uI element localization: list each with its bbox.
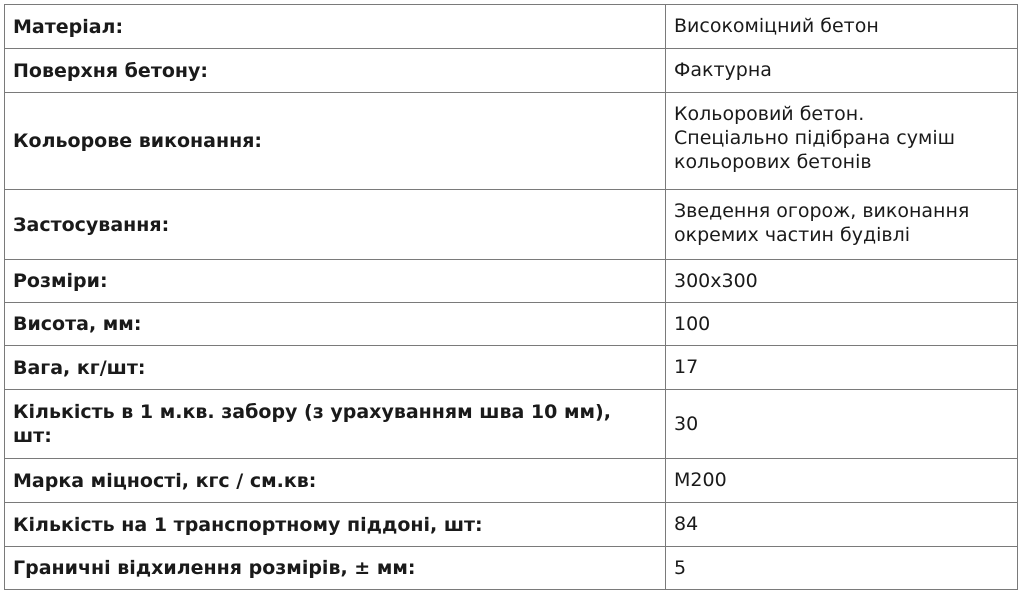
spec-value-pallet-quantity: 84: [666, 503, 1018, 547]
table-row: [5, 303, 1018, 346]
spec-label-tolerance: Граничні відхилення розмірів, ± мм:: [5, 547, 666, 590]
spec-label-application: Застосування:: [5, 190, 666, 260]
table-row: [5, 93, 1018, 190]
spec-label-surface: Поверхня бетону:: [5, 49, 666, 93]
spec-value-height: 100: [666, 303, 1018, 346]
spec-value-surface: Фактурна: [666, 49, 1018, 93]
spec-value-strength-grade: М200: [666, 459, 1018, 503]
spec-label-quantity-per-sqm-line: Кількість в 1 м.кв. забору (з урахуванням шва 10 мм),: [13, 401, 611, 423]
specifications-table: [4, 4, 1018, 590]
spec-label-quantity-per-sqm-line: шт:: [13, 425, 52, 447]
table-row: [5, 260, 1018, 303]
spec-value-application-line: окремих частин будівлі: [674, 224, 911, 246]
spec-label-quantity-per-sqm: [5, 390, 666, 459]
spec-value-color-line: Спеціально підібрана суміш: [674, 127, 955, 149]
spec-value-color-line: Кольоровий бетон.: [674, 103, 865, 125]
spec-value-material: Високоміцний бетон: [666, 5, 1018, 49]
table-row: [5, 49, 1018, 93]
table-row: [5, 503, 1018, 547]
spec-value-dimensions: 300x300: [666, 260, 1018, 303]
table-row: [5, 190, 1018, 260]
table-row: [5, 547, 1018, 590]
spec-value-tolerance: 5: [666, 547, 1018, 590]
spec-value-color-line: кольорових бетонів: [674, 151, 872, 173]
spec-label-weight: Вага, кг/шт:: [5, 346, 666, 390]
table-row: [5, 390, 1018, 459]
spec-label-strength-grade: Марка міцності, кгс / см.кв:: [5, 459, 666, 503]
table-row: [5, 5, 1018, 49]
spec-value-weight: 17: [666, 346, 1018, 390]
spec-value-application-line: Зведення огорож, виконання: [674, 200, 970, 222]
spec-label-pallet-quantity: Кількість на 1 транспортному піддоні, шт:: [5, 503, 666, 547]
spec-label-dimensions: Розміри:: [5, 260, 666, 303]
table-row: [5, 459, 1018, 503]
table-row: [5, 346, 1018, 390]
spec-value-application: [666, 190, 1018, 260]
spec-value-quantity-per-sqm: 30: [666, 390, 1018, 459]
spec-label-height: Висота, мм:: [5, 303, 666, 346]
spec-label-color: Кольорове виконання:: [5, 93, 666, 190]
spec-label-material: Матеріал:: [5, 5, 666, 49]
spec-value-color: [666, 93, 1018, 190]
